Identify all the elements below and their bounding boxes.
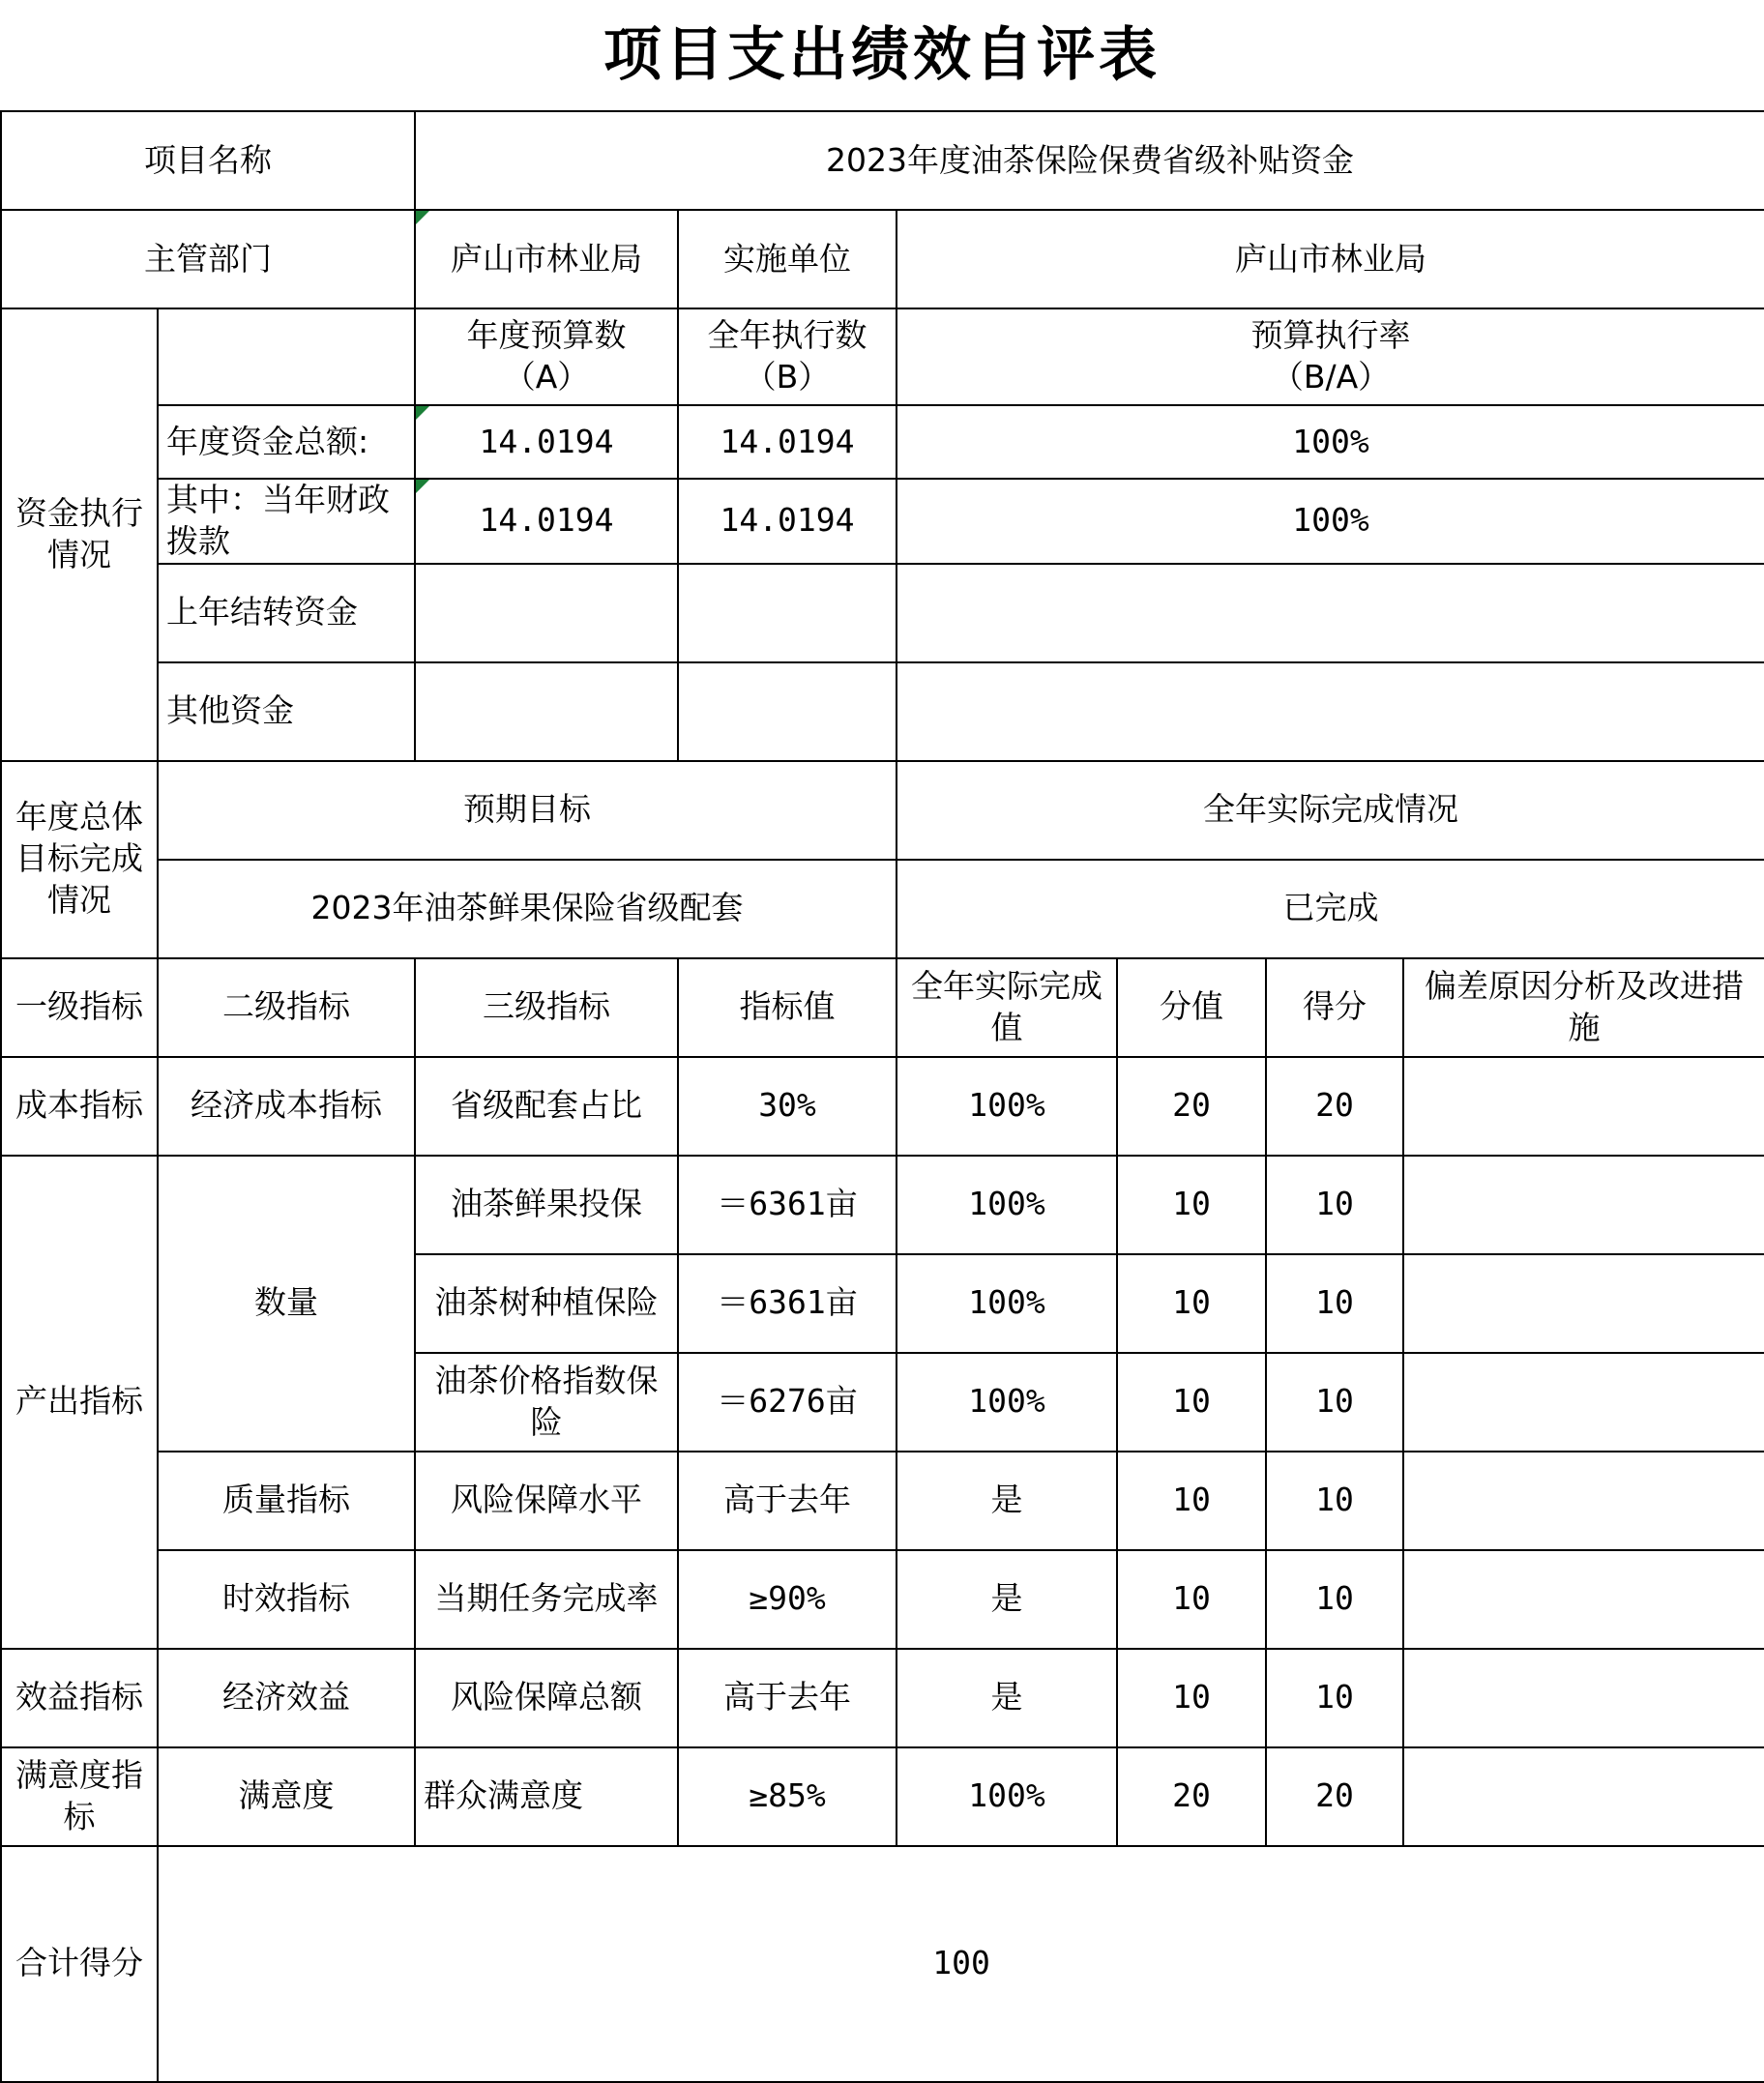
- col-rate-code: （B/A）: [1271, 358, 1391, 396]
- score-cell[interactable]: 10: [1266, 1452, 1403, 1550]
- target-cell[interactable]: ＝6276亩: [678, 1353, 897, 1452]
- indicator-row-quality: [1, 1452, 1764, 1550]
- indicator-row-quantity-1: [1, 1156, 1764, 1254]
- col-budget-header: [415, 308, 678, 405]
- funds-row-carryover: [1, 564, 1764, 662]
- funds-rate-value[interactable]: [897, 662, 1764, 761]
- actual-cell[interactable]: 是: [897, 1452, 1117, 1550]
- header-score: 得分: [1266, 958, 1403, 1057]
- department-row: [1, 210, 1764, 308]
- col-budget-code: （A）: [503, 358, 590, 396]
- funds-budget-value[interactable]: [415, 662, 678, 761]
- goals-actual-value[interactable]: 已完成: [897, 860, 1764, 958]
- goals-expected-header: 预期目标: [158, 761, 897, 860]
- funds-budget-value[interactable]: [415, 564, 678, 662]
- col-executed-code: （B）: [744, 358, 831, 396]
- analysis-cell[interactable]: [1403, 1156, 1764, 1254]
- funds-rate-value[interactable]: 100%: [897, 405, 1764, 479]
- level3-cell: 风险保障水平: [415, 1452, 678, 1550]
- score-cell[interactable]: 10: [1266, 1649, 1403, 1747]
- funds-executed-value[interactable]: 14.0194: [678, 405, 897, 479]
- col-rate-title: 预算执行率: [1250, 316, 1411, 355]
- dept-value[interactable]: 庐山市林业局: [415, 210, 678, 308]
- funds-row-fiscal: [1, 479, 1764, 564]
- level3-cell: 当期任务完成率: [415, 1550, 678, 1649]
- funds-rate-value[interactable]: [897, 564, 1764, 662]
- indicator-row-timeliness: [1, 1550, 1764, 1649]
- dept-label: 主管部门: [1, 210, 415, 308]
- weight-cell[interactable]: 10: [1117, 1353, 1266, 1452]
- actual-cell[interactable]: 是: [897, 1649, 1117, 1747]
- header-actual: 全年实际完成值: [897, 958, 1117, 1057]
- level2-cell: 经济成本指标: [158, 1057, 415, 1156]
- indicator-row-benefit: [1, 1649, 1764, 1747]
- actual-cell[interactable]: 100%: [897, 1057, 1117, 1156]
- level3-cell: 油茶价格指数保险: [415, 1353, 678, 1452]
- total-label: 合计得分: [1, 1846, 158, 2082]
- col-executed-header: [678, 308, 897, 405]
- funds-header-blank: [158, 308, 415, 405]
- actual-cell[interactable]: 100%: [897, 1254, 1117, 1353]
- funds-budget-value[interactable]: 14.0194: [415, 479, 678, 564]
- analysis-cell[interactable]: [1403, 1550, 1764, 1649]
- score-cell[interactable]: 10: [1266, 1254, 1403, 1353]
- page-title: 项目支出绩效自评表: [603, 21, 1161, 89]
- level3-cell: 群众满意度: [415, 1747, 678, 1846]
- col-rate-header: [897, 308, 1764, 405]
- indicator-header-row: [1, 958, 1764, 1057]
- header-analysis: 偏差原因分析及改进措施: [1403, 958, 1764, 1057]
- analysis-cell[interactable]: [1403, 1649, 1764, 1747]
- funds-row-other: [1, 662, 1764, 761]
- evaluation-table: [0, 110, 1764, 2083]
- actual-cell[interactable]: 是: [897, 1550, 1117, 1649]
- unit-label: 实施单位: [678, 210, 897, 308]
- col-executed-title: 全年执行数: [707, 316, 867, 355]
- output-label: 产出指标: [1, 1156, 158, 1649]
- unit-value[interactable]: 庐山市林业局: [897, 210, 1764, 308]
- level3-cell: 油茶树种植保险: [415, 1254, 678, 1353]
- header-level3: 三级指标: [415, 958, 678, 1057]
- goals-header-row: [1, 761, 1764, 860]
- level1-cell: 满意度指标: [1, 1747, 158, 1846]
- level3-cell: 油茶鲜果投保: [415, 1156, 678, 1254]
- goals-section-label: 年度总体目标完成情况: [1, 761, 158, 958]
- goals-actual-header: 全年实际完成情况: [897, 761, 1764, 860]
- score-cell[interactable]: 20: [1266, 1057, 1403, 1156]
- weight-cell[interactable]: 10: [1117, 1156, 1266, 1254]
- target-cell[interactable]: 30%: [678, 1057, 897, 1156]
- analysis-cell[interactable]: [1403, 1452, 1764, 1550]
- target-cell[interactable]: ＝6361亩: [678, 1156, 897, 1254]
- goals-value-row: [1, 860, 1764, 958]
- weight-cell[interactable]: 10: [1117, 1550, 1266, 1649]
- header-target: 指标值: [678, 958, 897, 1057]
- funds-row-total: [1, 405, 1764, 479]
- level2-cell: 满意度: [158, 1747, 415, 1846]
- level1-cell: 成本指标: [1, 1057, 158, 1156]
- funds-header-row: [1, 308, 1764, 405]
- analysis-cell[interactable]: [1403, 1747, 1764, 1846]
- score-cell[interactable]: 10: [1266, 1156, 1403, 1254]
- level2-cell: 时效指标: [158, 1550, 415, 1649]
- col-budget-title: 年度预算数: [466, 316, 627, 355]
- weight-cell[interactable]: 20: [1117, 1057, 1266, 1156]
- weight-cell[interactable]: 10: [1117, 1452, 1266, 1550]
- level3-cell: 省级配套占比: [415, 1057, 678, 1156]
- weight-cell[interactable]: 10: [1117, 1649, 1266, 1747]
- funds-rate-value[interactable]: 100%: [897, 479, 1764, 564]
- project-name-label: 项目名称: [1, 111, 415, 210]
- level2-cell: 经济效益: [158, 1649, 415, 1747]
- funds-row-label: 上年结转资金: [158, 564, 415, 662]
- analysis-cell[interactable]: [1403, 1057, 1764, 1156]
- level1-cell: 效益指标: [1, 1649, 158, 1747]
- level2-cell: 质量指标: [158, 1452, 415, 1550]
- target-cell[interactable]: ≥90%: [678, 1550, 897, 1649]
- actual-cell[interactable]: 100%: [897, 1353, 1117, 1452]
- funds-row-label: 年度资金总额:: [158, 405, 415, 479]
- header-level1: 一级指标: [1, 958, 158, 1057]
- goals-expected-value[interactable]: 2023年油茶鲜果保险省级配套: [158, 860, 897, 958]
- analysis-cell[interactable]: [1403, 1254, 1764, 1353]
- total-row: [1, 1846, 1764, 2082]
- indicator-row-cost: [1, 1057, 1764, 1156]
- score-cell[interactable]: 10: [1266, 1550, 1403, 1649]
- weight-cell[interactable]: 20: [1117, 1747, 1266, 1846]
- project-name-row: [1, 111, 1764, 210]
- funds-executed-value[interactable]: [678, 662, 897, 761]
- target-cell[interactable]: ＝6361亩: [678, 1254, 897, 1353]
- funds-budget-value[interactable]: 14.0194: [415, 405, 678, 479]
- analysis-cell[interactable]: [1403, 1353, 1764, 1452]
- funds-executed-value[interactable]: 14.0194: [678, 479, 897, 564]
- quantity-label: 数量: [158, 1156, 415, 1452]
- score-cell[interactable]: 10: [1266, 1353, 1403, 1452]
- funds-row-label: 其他资金: [158, 662, 415, 761]
- funds-row-label: 其中：当年财政拨款: [158, 479, 415, 564]
- target-cell[interactable]: 高于去年: [678, 1452, 897, 1550]
- level3-cell: 风险保障总额: [415, 1649, 678, 1747]
- indicator-row-satisfaction: [1, 1747, 1764, 1846]
- header-weight: 分值: [1117, 958, 1266, 1057]
- header-level2: 二级指标: [158, 958, 415, 1057]
- weight-cell[interactable]: 10: [1117, 1254, 1266, 1353]
- actual-cell[interactable]: 100%: [897, 1747, 1117, 1846]
- project-name-value[interactable]: 2023年度油茶保险保费省级补贴资金: [415, 111, 1764, 210]
- target-cell[interactable]: ≥85%: [678, 1747, 897, 1846]
- funds-section-label: 资金执行情况: [1, 308, 158, 761]
- total-value[interactable]: 100: [158, 1846, 1764, 2082]
- target-cell[interactable]: 高于去年: [678, 1649, 897, 1747]
- score-cell[interactable]: 20: [1266, 1747, 1403, 1846]
- actual-cell[interactable]: 100%: [897, 1156, 1117, 1254]
- funds-executed-value[interactable]: [678, 564, 897, 662]
